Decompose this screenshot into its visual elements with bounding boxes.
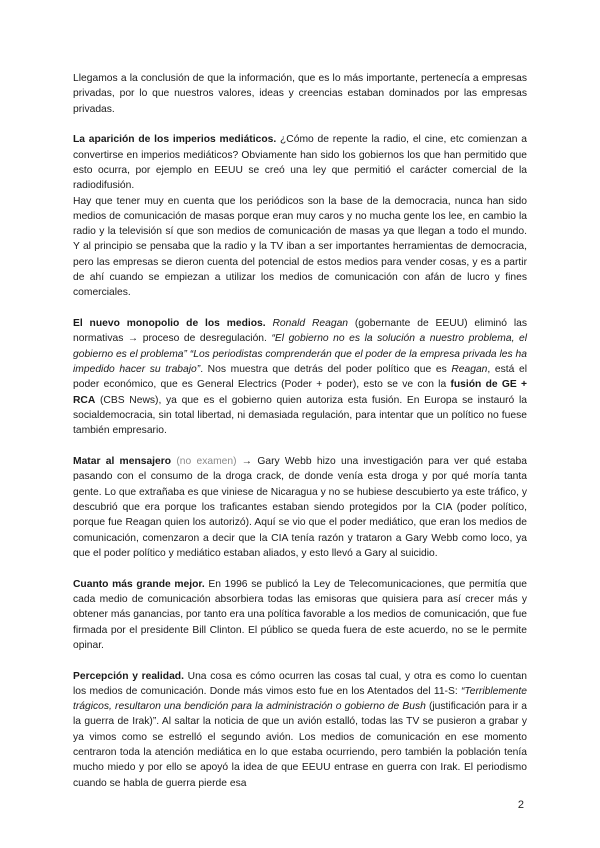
paragraph-text: , está el poder económico, que es General Electrics (Poder + poder), esto se ve con la [73,364,528,391]
paragraph-text: Una cosa es cómo ocurren las cosas tal cual, y otra es como lo cuentan los medios de comunicación. Donde más vimos esto fue en los Atentados del 11-S: [73,670,528,697]
page-content [73,71,527,791]
paragraph-text: (CBS News), ya que es el gobierno quien autoriza esta fusión. En Europa se instauró la socialdemocracia, sin total libertad, ni demasiada regulación, para intentar que un político no fuese también empresario. [73,394,527,437]
section-heading-kill-messenger: Matar al mensajero [73,456,172,468]
paragraph-perception-reality [73,669,527,791]
paragraph-intro: Llegamos a la conclusión de que la información, que es lo más importante, pertenecía a empresas privadas, por lo que nuestros valores, ideas y creencias estaban dominados por las empresas privadas. [73,73,527,115]
bold-phrase: fusión de GE + RCA [73,379,527,406]
paragraph-new-monopoly [73,316,527,438]
person-name: Ronald Reagan [272,318,349,330]
paragraph-text: (gobernante de EEUU) eliminó las normativas → proceso de desregulación. [73,318,528,345]
paragraph-kill-messenger [73,454,527,561]
paragraph-bigger-better [73,577,527,653]
paragraph-democracy: Hay que tener muy en cuenta que los periódicos son la base de la democracia, nunca han sido medios de comunicación de masas porque eran muy caros y no mucha gente los lee, en cambio la radio y la televisión sí que son medios de comunicación de masas ya que llegan a todo el mundo. Y al principio se pensaba que la radio y la TV iban a ser importantes herramientas de democracia, pero las empresas se dieron cuenta del potencial de estos medios para vender cosas, y es a partir de ahí cuando se empiezan a utilizar los medios de comunicación con afán de lucro y fines comerciales. [73,195,527,299]
paragraph-media-empires [73,132,527,193]
section-heading-media-empires: La aparición de los imperios mediáticos. [73,134,277,146]
section-heading-perception-reality: Percepción y realidad. [73,670,184,682]
page-number: 2 [517,799,524,811]
section-heading-new-monopoly: El nuevo monopolio de los medios. [73,318,266,330]
paragraph-text: (justificación para ir a la guerra de Irak)”. Al saltar la noticia de que un avión estalló, todas las TV se pusieron a grabar y ya vimos como se estrelló el segundo avión. Los medios de comunicación en ese momento centraron toda la atención mediática en lo que estaba ocurriendo, pero también la población tenía mucho miedo y por ello se apoyó la idea de que EEUU entrase en guerra con Irak. El periodismo cuando se habla de guerra pierde esa [73,701,528,789]
quote: “El gobierno no es la solución a nuestro problema, el gobierno es el problema” “Los periodistas comprenderán que el poder de la empresa privada les ha impedido hacer su trabajo” [73,333,527,376]
exam-note: (no examen) [171,456,237,468]
paragraph-text: → Gary Webb hizo una investigación para ver qué estaba pasando con el consumo de la droga crack, de donde venía esta droga y por qué moría tanta gente. Lo que extrañaba es que viniese de Nicaragua y no se hubiese descubierto ya este tráfico, y descubrió que era porque los traficantes estaban siendo protegidos por la CIA (poder político, porque fue Reagan quien los autorizó). Aquí se vio que el poder mediático, que eran los medios de comunicación, comenzaron a decir que la CIA tenía razón y trataron a Gary Webb como loco, ya que el poder político y mediático estaban aliados, y esto llevó a Gary al suicidio. [73,456,527,559]
paragraph-text: . Nos muestra que detrás del poder político que es [200,364,452,376]
quote: “Terriblemente trágicos, resultaron una bendición para la administración o gobierno de Bush [73,685,527,713]
person-name: Reagan [451,364,488,376]
section-heading-bigger-better: Cuanto más grande mejor. [73,578,205,590]
paragraph-text: En 1996 se publicó la Ley de Telecomunicaciones, que permitía que cada medio de comunicación absorbiera todas las emisoras que quisiera para así crecer más y obtener más ganancias, por tanto era una política favorable a los medios de comunicación, que fue firmada por el presidente Bill Clinton. El público se queda fuera de este acuerdo, no se le permite opinar. [73,578,527,651]
paragraph-text: ¿Cómo de repente la radio, el cine, etc comienzan a convertirse en imperios mediáticos? Obviamente han sido los gobiernos los que han permitido que esto ocurra, por ejemplo en EEUU se creó una ley que permitió el carácter comercial de la radiodifusión. [73,134,527,192]
